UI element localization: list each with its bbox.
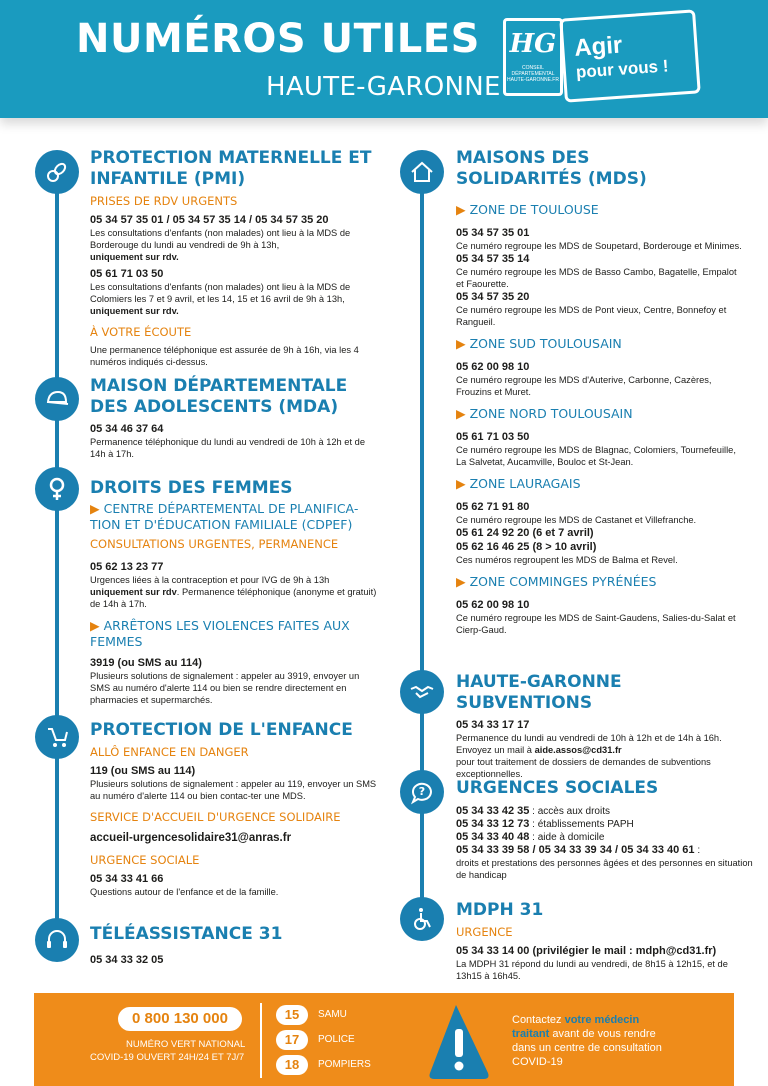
urgence-sociale-number: 05 34 33 41 66 bbox=[90, 873, 164, 885]
subventions-title: HAUTE-GARONNE SUBVENTIONS bbox=[456, 672, 622, 713]
pmi-text-1: Les consultations d'enfants (non malades) ont lieu à la MDS de Borderouge du lundi au vendredi de 9h à 13h, uniquement sur rdv. bbox=[90, 228, 351, 262]
pmi-text-2: Les consultations d'enfants (non malades) ont lieu à la MDS de Colomiers les 7 et 9 avril, et les 14, 15 et 16 avril de 9h à 13h, uniquement sur rdv. bbox=[90, 282, 351, 316]
pmi-numbers: 05 34 57 35 01 / 05 34 57 35 14 / 05 34 57 35 20 bbox=[90, 214, 329, 226]
mds-zone-number: 05 61 24 92 20 (6 et 7 avril) bbox=[456, 527, 594, 539]
warning-icon bbox=[426, 1001, 494, 1081]
green-number-text-2: COVID-19 OUVERT 24H/24 ET 7J/7 bbox=[90, 1052, 245, 1063]
mds-zone-heading: ▶ ZONE DE TOULOUSE bbox=[456, 202, 599, 217]
mds-zone-text: Ce numéro regroupe les MDS de Pont vieux, Centre, Bonnefoy et Rangueil. bbox=[456, 305, 727, 327]
mda-number: 05 34 46 37 64 bbox=[90, 423, 164, 435]
pmi-section bbox=[90, 148, 390, 368]
urgence-line: 05 34 33 40 48 : aide à domicile bbox=[456, 831, 605, 843]
mdph-number: 05 34 33 14 00 (privilégier le mail : mdph@cd31.fr) bbox=[456, 945, 717, 957]
mds-zone-number: 05 34 57 35 01 bbox=[456, 227, 530, 239]
mds-zone-text: Ce numéro regroupe les MDS de Saint-Gaudens, Salies-du-Salat et Cierp-Gaud. bbox=[456, 613, 736, 635]
emergency-label: POMPIERS bbox=[318, 1059, 371, 1070]
teleassistance-title: TÉLÉASSISTANCE 31 bbox=[90, 924, 283, 944]
violence-text: Plusieurs solutions de signalement : appeler au 3919, envoyer un SMS au numéro d'alerte 114 ou bien se rendre directement en pharmacies et supermarchés. bbox=[90, 671, 360, 705]
mds-zone-heading: ▶ ZONE LAURAGAIS bbox=[456, 476, 581, 491]
svg-text:?: ? bbox=[418, 785, 426, 798]
violence-heading: ▶ ARRÊTONS LES VIOLENCES FAITES AUX FEMMES bbox=[90, 618, 350, 649]
doctor-alert: Contactez votre médecin traitant avant de vous rendre dans un centre de consultation COVID-19 bbox=[512, 1014, 662, 1068]
emergency-label: POLICE bbox=[318, 1034, 355, 1045]
urgence-line: 05 34 33 42 35 : accès aux droits bbox=[456, 805, 610, 817]
mds-zone-heading: ▶ ZONE NORD TOULOUSAIN bbox=[456, 406, 633, 421]
green-number-pill[interactable]: 0 800 130 000 bbox=[118, 1007, 242, 1031]
urgence-line: 05 34 33 12 73 : établissements PAPH bbox=[456, 818, 634, 830]
mds-zone-number: 05 34 57 35 20 bbox=[456, 291, 530, 303]
mds-section bbox=[456, 148, 746, 636]
urgence-sociale-text: Questions autour de l'enfance et de la famille. bbox=[90, 887, 279, 897]
enfance-text: Plusieurs solutions de signalement : appeler au 119, envoyer un SMS au numéro d'alerte 114 ou bien contac-ter une MDS. bbox=[90, 779, 377, 801]
emergency-number[interactable]: 18 bbox=[276, 1055, 308, 1075]
mds-zone-number: 05 61 71 03 50 bbox=[456, 431, 530, 443]
enfance-title: PROTECTION DE L'ENFANCE bbox=[90, 720, 353, 740]
female-icon bbox=[35, 467, 79, 511]
page-subtitle: HAUTE-GARONNE bbox=[266, 72, 501, 102]
page-header bbox=[0, 0, 768, 118]
mdph-section bbox=[456, 900, 756, 982]
emergency-label: SAMU bbox=[318, 1009, 347, 1020]
pmi-title: PROTECTION MATERNELLE ET INFANTILE (PMI) bbox=[90, 148, 372, 189]
urgences-lines bbox=[456, 805, 756, 857]
mds-title: MAISONS DES SOLIDARITÉS (MDS) bbox=[456, 148, 647, 189]
mds-zone-number: 05 62 16 46 25 (8 > 10 avril) bbox=[456, 541, 597, 553]
headset-icon bbox=[35, 918, 79, 962]
cdpef-text: Urgences liées à la contraception et pour IVG de 9h à 13h uniquement sur rdv. Permanence téléphonique (anonyme et gratuit) de 14h à 17h. bbox=[90, 575, 377, 609]
pmi-subtitle-ecoute: À VOTRE ÉCOUTE bbox=[90, 325, 192, 339]
page-title: NUMÉROS UTILES bbox=[76, 16, 480, 62]
pmi-subtitle-rdv: PRISES DE RDV URGENTS bbox=[90, 194, 238, 208]
mds-zones bbox=[456, 202, 746, 636]
mds-zone-text: Ce numéro regroupe les MDS d'Auterive, Carbonne, Cazères, Frouzins et Muret. bbox=[456, 375, 712, 397]
house-icon bbox=[400, 150, 444, 194]
green-number-text-1: NUMÉRO VERT NATIONAL bbox=[126, 1039, 246, 1050]
subventions-email[interactable]: aide.assos@cd31.fr bbox=[534, 745, 622, 755]
mds-zone-text: Ce numéro regroupe les MDS de Castanet et Villefranche. bbox=[456, 515, 697, 525]
mds-zone-text: Ces numéros regroupent les MDS de Balma et Revel. bbox=[456, 555, 678, 565]
enfance-number: 119 (ou SMS au 114) bbox=[90, 765, 196, 777]
logo-mark: HG bbox=[509, 29, 557, 59]
cap-icon bbox=[35, 377, 79, 421]
emergency-number[interactable]: 17 bbox=[276, 1030, 308, 1050]
mds-zone-number: 05 34 57 35 14 bbox=[456, 253, 530, 265]
mds-zone-text: Ce numéro regroupe les MDS de Soupetard, Borderouge et Minimes. bbox=[456, 241, 742, 251]
footer-banner bbox=[34, 993, 734, 1086]
solidarity-email[interactable]: accueil-urgencesolidaire31@anras.fr bbox=[90, 832, 292, 844]
mdph-subtitle: URGENCE bbox=[456, 925, 513, 939]
mds-zone-text: Ce numéro regroupe les MDS de Blagnac, Colomiers, Tournefeuille, La Salvetat, Aucamville, Bouloc et St-Jean. bbox=[456, 445, 736, 467]
mdph-text: La MDPH 31 répond du lundi au vendredi, de 8h15 à 12h15, et de 13h15 à 16h45. bbox=[456, 959, 728, 981]
violence-number: 3919 (ou SMS au 114) bbox=[90, 657, 202, 669]
pacifier-icon bbox=[35, 150, 79, 194]
stroller-icon bbox=[35, 715, 79, 759]
urgences-title: URGENCES SOCIALES bbox=[456, 778, 659, 798]
slogan-line-1: Agir bbox=[573, 31, 624, 62]
mds-zone-number: 05 62 00 98 10 bbox=[456, 599, 530, 611]
mds-zone-number: 05 62 71 91 80 bbox=[456, 501, 530, 513]
slogan-line-2: pour vous ! bbox=[575, 56, 670, 82]
wheelchair-icon bbox=[400, 897, 444, 941]
logo-caption: CONSEIL DÉPARTEMENTAL HAUTE-GARONNE.FR bbox=[507, 65, 559, 83]
urgence-line: 05 34 33 39 58 / 05 34 33 39 34 / 05 34 33 40 61 : bbox=[456, 844, 701, 856]
cdpef-number: 05 62 13 23 77 bbox=[90, 561, 164, 573]
enfance-subtitle-3: URGENCE SOCIALE bbox=[90, 853, 200, 867]
femmes-subtitle: CONSULTATIONS URGENTES, PERMANENCE bbox=[90, 537, 339, 551]
mds-zone-text: Ce numéro regroupe les MDS de Basso Cambo, Bagatelle, Empalot et Faourette. bbox=[456, 267, 737, 289]
enfance-subtitle-2: SERVICE D'ACCUEIL D'URGENCE SOLIDAIRE bbox=[90, 810, 341, 824]
department-logo bbox=[503, 18, 563, 96]
urgences-section bbox=[456, 778, 756, 881]
subventions-section bbox=[456, 672, 756, 780]
mds-zone-heading: ▶ ZONE COMMINGES PYRÉNÉES bbox=[456, 574, 657, 589]
enfance-section bbox=[90, 720, 380, 898]
subventions-number: 05 34 33 17 17 bbox=[456, 719, 530, 731]
mds-zone-heading: ▶ ZONE SUD TOULOUSAIN bbox=[456, 336, 622, 351]
femmes-section bbox=[90, 478, 380, 706]
urgences-end-text: droits et prestations des personnes âgées et des personnes en situation de handicap bbox=[456, 858, 753, 880]
femmes-title: DROITS DES FEMMES bbox=[90, 478, 293, 498]
mda-text: Permanence téléphonique du lundi au vendredi de 10h à 12h et de 14h à 17h. bbox=[90, 437, 365, 459]
subventions-text: Permanence du lundi au vendredi de 10h à 12h et de 14h à 16h. Envoyez un mail à aide.assos@cd31.fr pour tout traitement de dossiers de demandes de subventions exceptionnelles. bbox=[456, 733, 722, 779]
mda-title: MAISON DÉPARTEMENTALE DES ADOLESCENTS (MDA) bbox=[90, 376, 348, 417]
footer-divider bbox=[260, 1003, 262, 1078]
mds-zone-number: 05 62 00 98 10 bbox=[456, 361, 530, 373]
teleassistance-section bbox=[90, 924, 380, 967]
pmi-number-colomiers: 05 61 71 03 50 bbox=[90, 268, 164, 280]
teleassistance-number: 05 34 33 32 05 bbox=[90, 954, 164, 966]
mdph-title: MDPH 31 bbox=[456, 900, 544, 920]
mda-section bbox=[90, 376, 380, 460]
left-timeline bbox=[55, 155, 59, 945]
cdpef-heading: ▶ CENTRE DÉPARTEMENTAL DE PLANIFICA-TION ET D'ÉDUCATION FAMILIALE (CDPEF) bbox=[90, 501, 359, 532]
emergency-number[interactable]: 15 bbox=[276, 1005, 308, 1025]
pmi-text-3: Une permanence téléphonique est assurée de 9h à 16h, via les 4 numéros indiqués ci-dessus. bbox=[90, 345, 359, 367]
question-bubble-icon bbox=[400, 770, 444, 814]
slogan-badge bbox=[559, 9, 701, 102]
enfance-subtitle-1: ALLÔ ENFANCE EN DANGER bbox=[90, 745, 249, 759]
handshake-icon bbox=[400, 670, 444, 714]
